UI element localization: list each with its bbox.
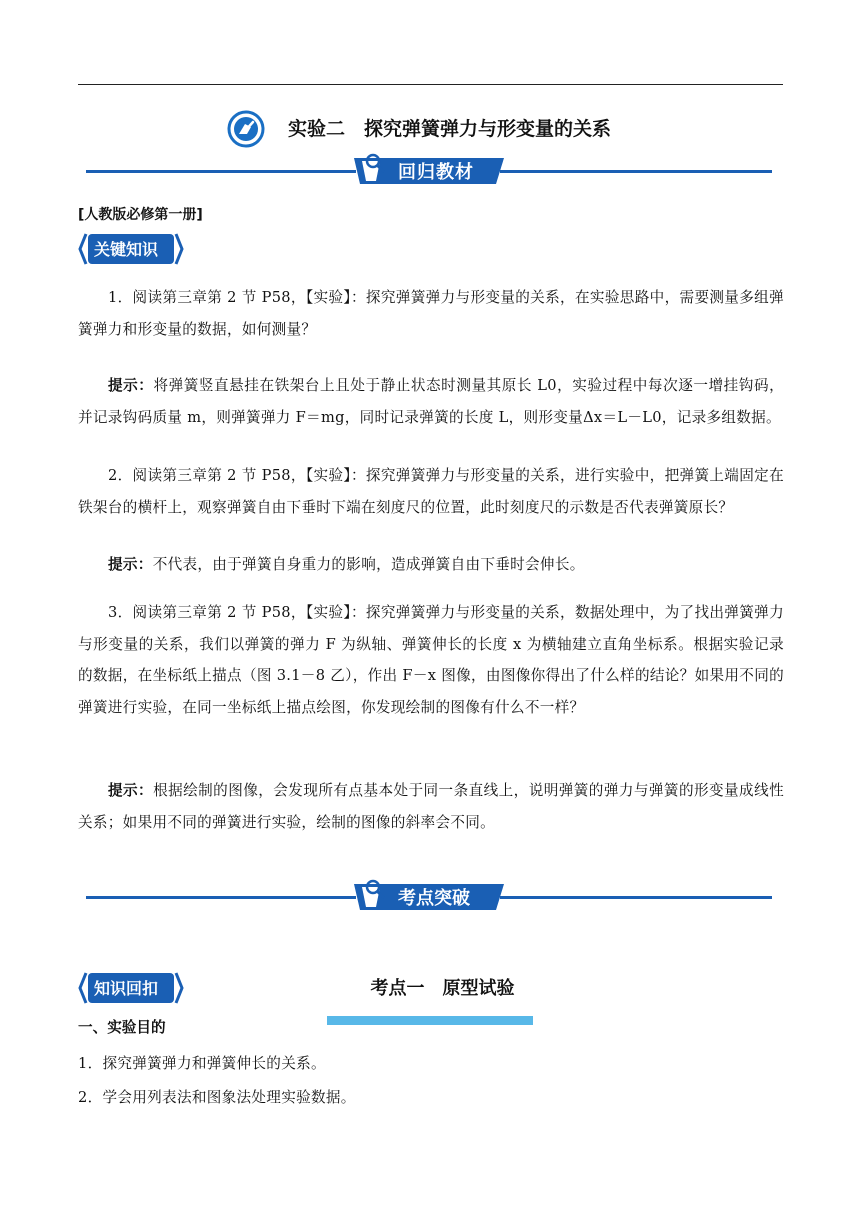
question-2 — [78, 460, 784, 523]
title-row — [0, 106, 860, 150]
question-3 — [78, 597, 784, 723]
banner-label: 回归教材 — [398, 162, 474, 183]
list-item: 1．探究弹簧弹力和弹簧伸长的关系。 — [78, 1055, 326, 1072]
experiment-icon — [227, 110, 265, 148]
hint-2-text: 不代表，由于弹簧自身重力的影响，造成弹簧自由下垂时会伸长。 — [152, 556, 585, 573]
banner-huigui — [86, 152, 772, 190]
search-icon — [364, 878, 386, 900]
hint-3 — [78, 775, 784, 838]
tag-label: 知识回扣 — [94, 979, 159, 998]
search-icon — [364, 152, 386, 174]
hint-2 — [78, 549, 784, 581]
banner-label: 考点突破 — [398, 888, 470, 909]
tag-label: 关键知识 — [94, 240, 159, 259]
top-rule — [78, 84, 783, 85]
tag-knowledge-review — [78, 971, 186, 1005]
banner-kaodian — [86, 878, 772, 916]
hint-label: 提示： — [108, 377, 154, 394]
hint-1-text: 将弹簧竖直悬挂在铁架台上且处于静止状态时测量其原长 L0，实验过程中每次逐一增挂钩码，并记录钩码质量 m，则弹簧弹力 F＝mg，同时记录弹簧的长度 L，则形变量Δx＝L－L0，记录多组数据。 — [78, 377, 784, 426]
hint-label: 提示： — [108, 556, 153, 573]
question-1 — [78, 282, 784, 345]
question-1-text: 1．阅读第三章第 2 节 P58，【实验】：探究弹簧弹力与形变量的关系，在实验思路中，需要测量多组弹簧弹力和形变量的数据，如何测量？ — [78, 289, 784, 338]
page-title: 实验二 探究弹簧弹力与形变量的关系 — [288, 118, 612, 140]
question-3-text: 3．阅读第三章第 2 节 P58，【实验】：探究弹簧弹力与形变量的关系，数据处理中，为了找出弹簧弹力与形变量的关系，我们以弹簧的弹力 F 为纵轴、弹簧伸长的长度 x 为横轴建立直角坐标系。根据实验记录的数据，在坐标纸上描点（图 3.1－8 乙），作出 F－x 图像，由图像你得出了什么样的结论？如果用不同的弹簧进行实验，在同一坐标纸上描点绘图，你发现绘制的图像有什么不一样？ — [78, 604, 784, 716]
list-item: 2．学会用列表法和图象法处理实验数据。 — [78, 1089, 356, 1106]
hint-1 — [78, 370, 784, 433]
hint-3-text: 根据绘制的图像，会发现所有点基本处于同一条直线上，说明弹簧的弹力与弹簧的形变量成线性关系；如果用不同的弹簧进行实验，绘制的图像的斜率会不同。 — [78, 782, 784, 831]
tag-key-knowledge — [78, 232, 186, 266]
highlight-bar — [327, 1016, 532, 1025]
edition-label: [人教版必修第一册] — [78, 207, 203, 223]
hint-label: 提示： — [108, 782, 154, 799]
section-heading: 一、实验目的 — [78, 1019, 166, 1036]
question-2-text: 2．阅读第三章第 2 节 P58，【实验】：探究弹簧弹力与形变量的关系，进行实验中，把弹簧上端固定在铁架台的横杆上，观察弹簧自由下垂时下端在刻度尺的位置，此时刻度尺的示数是否代表弹簧原长？ — [78, 467, 784, 516]
kaodian-title: 考点一 原型试验 — [370, 978, 515, 999]
